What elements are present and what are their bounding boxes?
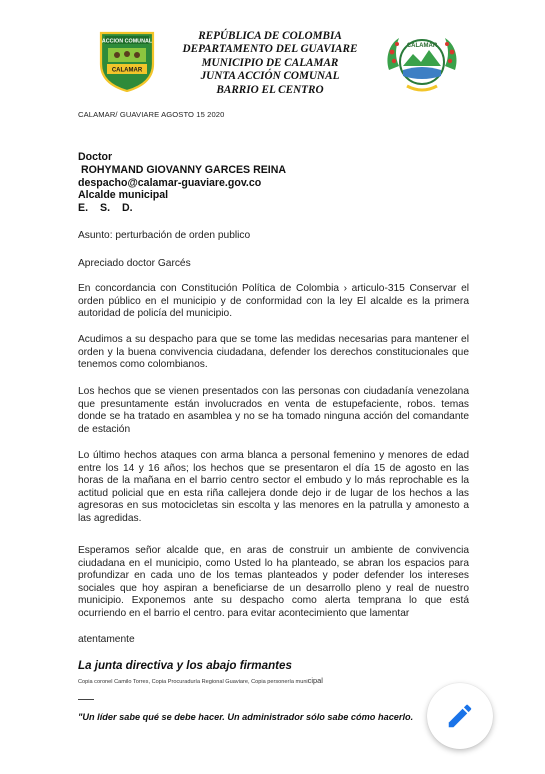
paragraph-request-final: Esperamos señor alcalde que, en aras de construir un ambiente de convivencia ciudadana en el municipio, como Usted lo ha planteado, se abran los espacios para profundizar en cada uno de los temas planteados y poder defender los intereses sociales que hoy aspiran a beneficiarse de un desarrollo pleno y real de nuestro municipio. Exponemos ante su despacho como alerta temprana lo que está ocurriendo en el barrio el centro. para evitar acontecimiento que lamentar	[78, 545, 469, 619]
recipient-title: Doctor	[78, 151, 113, 163]
seal-text: CALAMAR	[406, 43, 438, 49]
paragraph-facts: Los hechos que se vienen presentados con las personas con ciudadanía venezolana que presuntamente están involucrados en venta de estupefaciente, robos. temas donde se ha tratado en asamblea y no se ha tomado ninguna acción del comandante de estación	[78, 386, 469, 435]
letterhead-line-neighborhood: BARRIO EL CENTRO	[216, 83, 324, 96]
date-line: CALAMAR/ GUAVIARE AGOSTO 15 2020	[78, 110, 225, 119]
closing-line: atentamente	[78, 634, 135, 645]
signature-line: La junta directiva y los abajo firmantes	[78, 659, 292, 672]
paragraph-incident: Lo último hechos ataques con arma blanca a personal femenino y menores de edad entre los 14 y 16 años; los hechos que se presentaron el día 15 de agosto en las horas de la mañana en el barrio centro sector el embudo y lo más reprochable es la actitud policial que en esta riña callejera donde dejo ir de lugar de los hechos a las agresoras en sus motocicletas sin escolta y las menores en la patrulla y amonesto a las agredidas.	[78, 450, 469, 524]
esd-d: D.	[122, 202, 133, 215]
esd-s: S.	[100, 202, 111, 215]
letterhead-line-board: JUNTA ACCIÓN COMUNAL	[200, 70, 340, 83]
copies-line	[78, 676, 323, 685]
footer-rule	[78, 699, 94, 700]
edit-fab-button[interactable]	[427, 683, 493, 749]
esd-e: E.	[78, 202, 89, 215]
recipient-email: despacho@calamar-guaviare.gov.co	[78, 176, 262, 189]
paragraph-request: Acudimos a su despacho para que se tome las medidas necesarias para mantener el orden y la buena convivencia ciudadana, defender los derechos constitucionales que tenemos como colombianos.	[78, 334, 469, 371]
footer-quote: "Un líder sabe qué se debe hacer. Un administrador sólo sabe cómo hacerlo.	[78, 712, 414, 722]
calamar-seal-logo	[383, 30, 461, 96]
recipient-position: Alcalde municipal	[78, 189, 169, 202]
subject-line: Asunto: perturbación de orden publico	[78, 230, 251, 241]
letterhead-line-republic: REPÚBLICA DE COLOMBIA	[198, 30, 342, 42]
shield-top-text: ACCION COMUNAL	[101, 38, 153, 45]
letterhead	[160, 30, 380, 97]
pencil-icon	[445, 701, 475, 731]
letterhead-line-municipality: MUNICIPIO DE CALAMAR	[201, 56, 339, 69]
paragraph-constitution: En concordancia con Constitución Política de Colombia › articulo-315 Conservar el orden público en el municipio y de conformidad con la ley El alcalde es la primera autoridad de policía del municipio.	[78, 283, 469, 320]
greeting-line: Apreciado doctor Garcés	[78, 258, 191, 269]
shield-bottom-text: CALAMAR	[111, 67, 143, 74]
letterhead-line-department: DEPARTAMENTO DEL GUAVIARE	[182, 43, 358, 56]
accion-comunal-shield-logo	[98, 30, 156, 92]
copies-main: Copia coronel Camilo Torres, Copia Procuraduría Regional Guaviare, Copia personería muni	[78, 679, 308, 685]
copies-tail: cipal	[307, 676, 323, 685]
recipient-block	[78, 151, 286, 215]
recipient-esd	[78, 202, 286, 215]
recipient-name: ROHYMAND GIOVANNY GARCES REINA	[81, 163, 287, 176]
